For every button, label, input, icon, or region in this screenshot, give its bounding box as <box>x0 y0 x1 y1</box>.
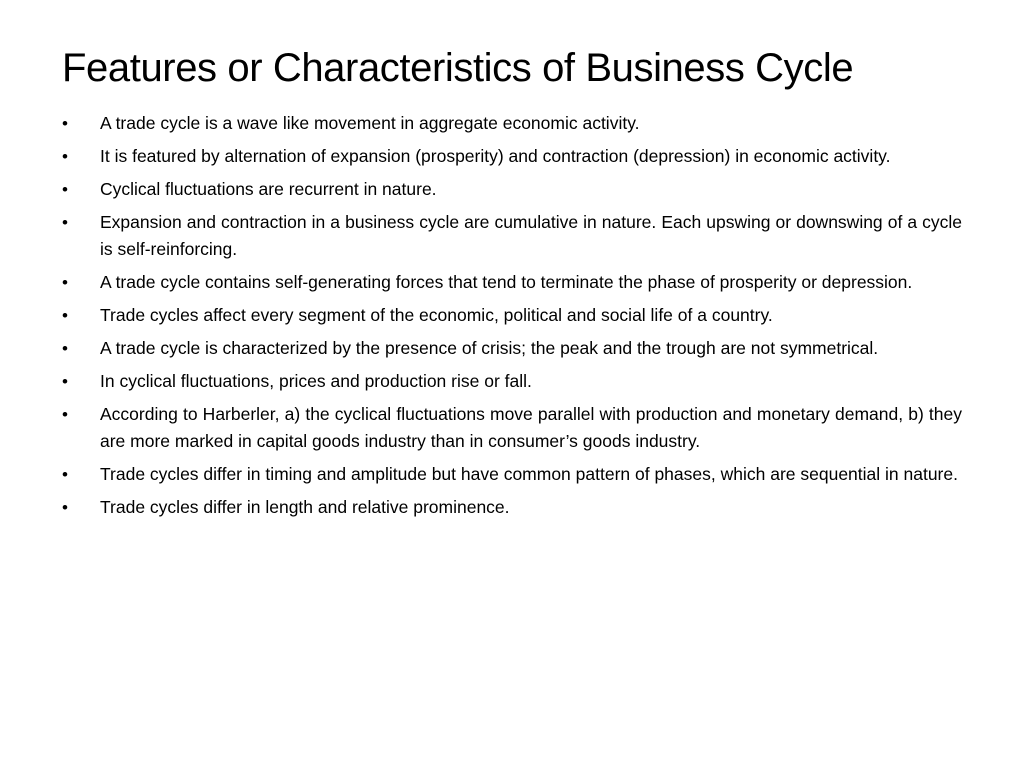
bullet-item <box>62 368 962 395</box>
bullet-icon: • <box>62 273 68 292</box>
bullet-text: Trade cycles affect every segment of the economic, political and social life of a country. <box>100 305 773 325</box>
bullet-item <box>62 302 962 329</box>
bullet-text: A trade cycle is characterized by the presence of crisis; the peak and the trough are not symmetrical. <box>100 338 879 358</box>
bullet-item <box>62 401 962 455</box>
bullet-icon: • <box>62 465 68 484</box>
bullet-item <box>62 494 962 521</box>
bullet-item <box>62 269 962 296</box>
bullet-icon: • <box>62 339 68 358</box>
bullet-list <box>62 110 962 527</box>
bullet-text: Expansion and contraction in a business cycle are cumulative in nature. Each upswing or downswing of a cycle is self-reinforcing. <box>100 212 962 259</box>
bullet-text: A trade cycle contains self-generating forces that tend to terminate the phase of prosperity or depression. <box>100 272 913 292</box>
bullet-text: Cyclical fluctuations are recurrent in nature. <box>100 179 437 199</box>
bullet-text: In cyclical fluctuations, prices and production rise or fall. <box>100 371 532 391</box>
bullet-icon: • <box>62 306 68 325</box>
bullet-text: According to Harberler, a) the cyclical fluctuations move parallel with production and monetary demand, b) they are more marked in capital goods industry than in consumer’s goods industry. <box>100 404 962 451</box>
bullet-text: Trade cycles differ in timing and amplitude but have common pattern of phases, which are sequential in nature. <box>100 464 958 484</box>
bullet-icon: • <box>62 498 68 517</box>
bullet-item <box>62 461 962 488</box>
bullet-item <box>62 143 962 170</box>
bullet-item <box>62 335 962 362</box>
bullet-icon: • <box>62 372 68 391</box>
bullet-icon: • <box>62 213 68 232</box>
bullet-icon: • <box>62 147 68 166</box>
bullet-text: Trade cycles differ in length and relative prominence. <box>100 497 510 517</box>
bullet-item <box>62 176 962 203</box>
bullet-item <box>62 110 962 137</box>
slide-title: Features or Characteristics of Business Cycle <box>62 46 854 90</box>
bullet-icon: • <box>62 405 68 424</box>
bullet-icon: • <box>62 114 68 133</box>
bullet-text: A trade cycle is a wave like movement in aggregate economic activity. <box>100 113 640 133</box>
bullet-text: It is featured by alternation of expansion (prosperity) and contraction (depression) in economic activity. <box>100 146 891 166</box>
bullet-icon: • <box>62 180 68 199</box>
bullet-item <box>62 209 962 263</box>
